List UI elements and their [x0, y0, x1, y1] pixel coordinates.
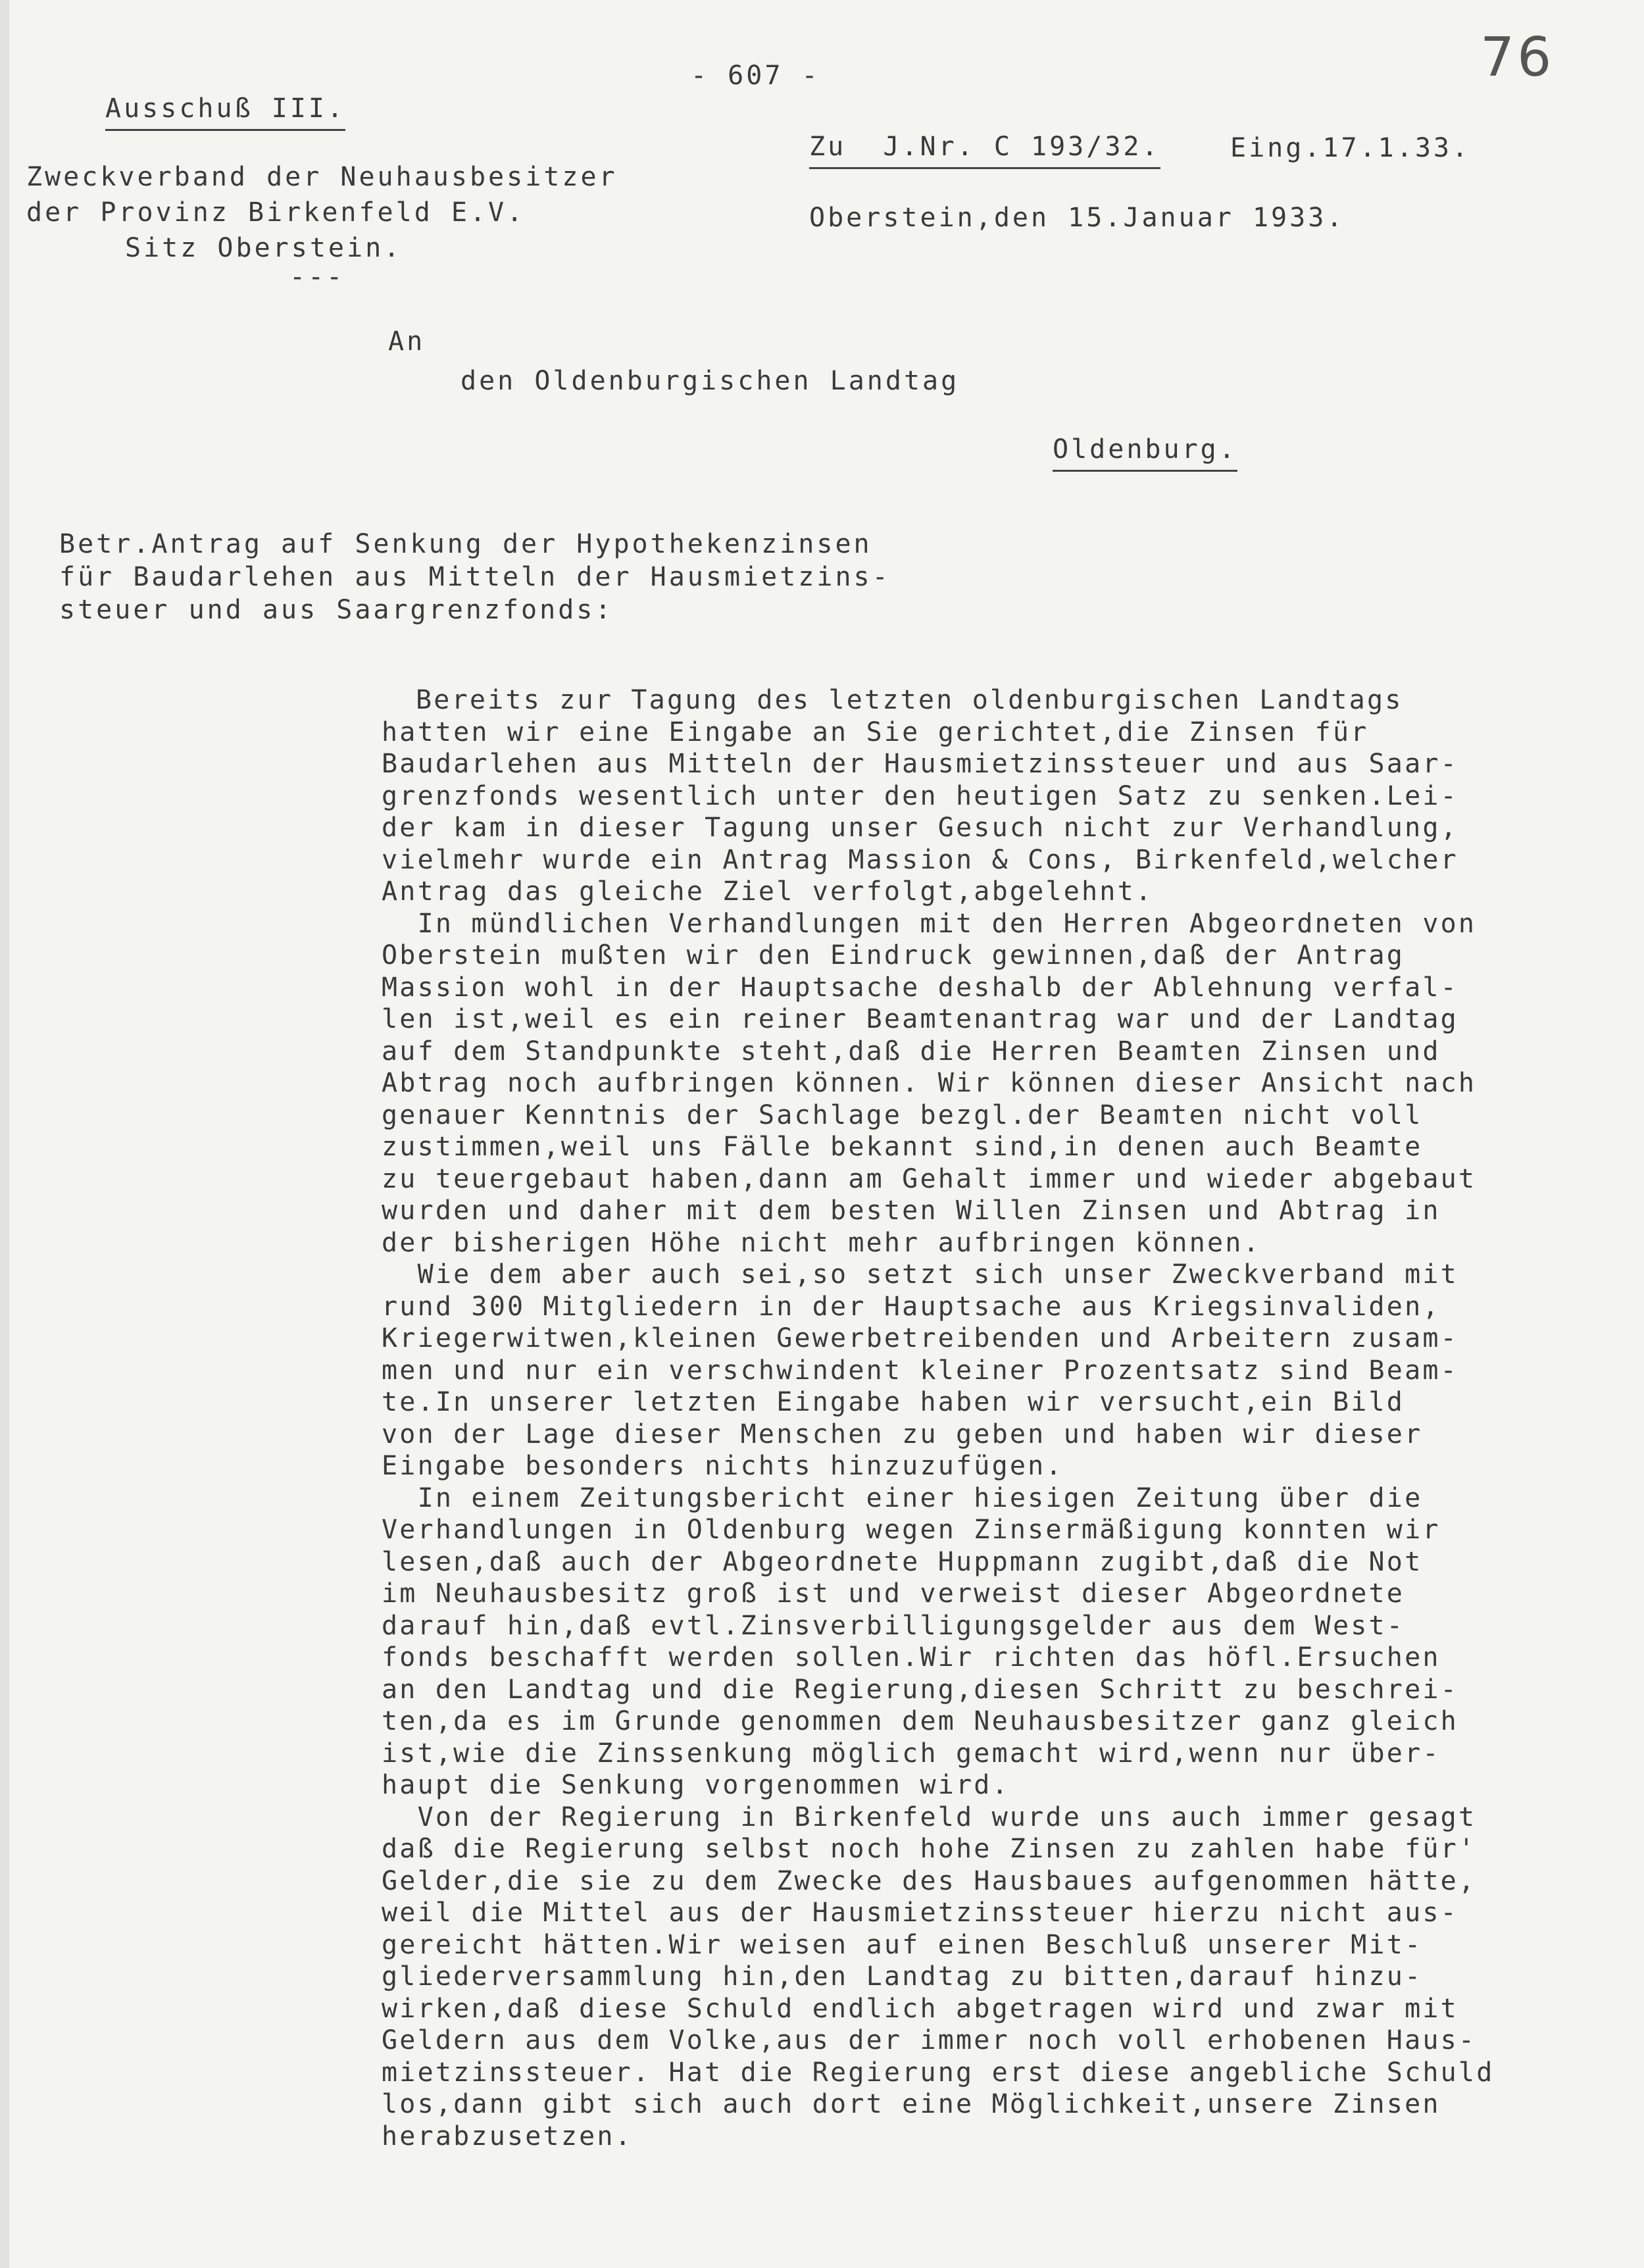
body-line: wurden und daher mit dem besten Willen Zinsen und Abtrag in [382, 1196, 1441, 1226]
body-line: Massion wohl in der Hauptsache deshalb der Ablehnung verfal- [382, 972, 1458, 1003]
body-line: hatten wir eine Eingabe an Sie gerichtet,die Zinsen für [382, 717, 1369, 747]
subject-line-1: Betr.Antrag auf Senkung der Hypothekenzinsen [59, 529, 872, 559]
body-line: ten,da es im Grunde genommen dem Neuhausbesitzer ganz gleich [382, 1706, 1458, 1736]
body-line: In mündlichen Verhandlungen mit den Herren Abgeordneten von [382, 908, 1477, 939]
body-line: mietzinssteuer. Hat die Regierung erst diese angebliche Schuld [382, 2057, 1495, 2088]
sender-line-3: Sitz Oberstein. [125, 233, 403, 263]
body-line: Kriegerwitwen,kleinen Gewerbetreibenden und Arbeitern zusam- [382, 1323, 1458, 1353]
body-line: ist,wie die Zinssenkung möglich gemacht wird,wenn nur über- [382, 1738, 1441, 1769]
body-line: darauf hin,daß evtl.Zinsverbilligungsgelder aus dem West- [382, 1610, 1405, 1641]
reference-jnr: Zu J.Nr. C 193/32. [809, 129, 1160, 169]
body-line: im Neuhausbesitz groß ist und verweist dieser Abgeordnete [382, 1578, 1405, 1609]
recipient-city: Oldenburg. [1053, 432, 1237, 472]
place-date: Oberstein,den 15.Januar 1933. [809, 203, 1345, 233]
body-line: lesen,daß auch der Abgeordnete Huppmann zugibt,daß die Not [382, 1546, 1423, 1577]
body-line: genauer Kenntnis der Sachlage bezgl.der Beamten nicht voll [382, 1099, 1423, 1130]
body-line: herabzusetzen. [382, 2121, 633, 2152]
sender-separator: --- [289, 262, 345, 292]
body-line: daß die Regierung selbst noch hohe Zinsen zu zahlen habe für' [382, 1834, 1477, 1864]
body-line: weil die Mittel aus der Hausmietzinssteuer hierzu nicht aus- [382, 1898, 1458, 1928]
body-line: der bisherigen Höhe nicht mehr aufbringen können. [382, 1227, 1261, 1258]
body-line: wirken,daß diese Schuld endlich abgetragen wird und zwar mit [382, 1993, 1458, 2024]
body-line: haupt die Senkung vorgenommen wird. [382, 1770, 1010, 1800]
body-line: Gelder,die sie zu dem Zwecke des Hausbaues aufgenommen hätte, [382, 1865, 1477, 1896]
recipient-name: den Oldenburgischen Landtag [461, 366, 960, 396]
body-line: von der Lage dieser Menschen zu geben und haben wir dieser [382, 1419, 1423, 1449]
body-line: Antrag das gleiche Ziel verfolgt,abgelehnt. [382, 876, 1154, 907]
body-line: grenzfonds wesentlich unter den heutigen Satz zu senken.Lei- [382, 780, 1458, 811]
page-edge-shadow [0, 0, 9, 2268]
subject-line-3: steuer und aus Saargrenzfonds: [59, 595, 614, 625]
page-number: - 607 - [691, 61, 820, 91]
body-line: Eingabe besonders nichts hinzuzufügen. [382, 1451, 1064, 1481]
received-stamp: Eing.17.1.33. [1230, 133, 1471, 163]
body-line: In einem Zeitungsbericht einer hiesigen Zeitung über die [382, 1482, 1423, 1513]
body-line: Verhandlungen in Oldenburg wegen Zinsermäßigung konnten wir [382, 1515, 1441, 1545]
body-line: los,dann gibt sich auch dort eine Möglichkeit,unsere Zinsen [382, 2089, 1441, 2119]
body-line: len ist,weil es ein reiner Beamtenantrag war und der Landtag [382, 1004, 1458, 1034]
body-line: men und nur ein verschwindent kleiner Prozentsatz sind Beam- [382, 1355, 1458, 1386]
body-line: Abtrag noch aufbringen können. Wir können dieser Ansicht nach [382, 1068, 1477, 1098]
letter-body [382, 684, 1632, 2152]
body-line: zustimmen,weil uns Fälle bekannt sind,in denen auch Beamte [382, 1132, 1423, 1162]
sender-line-2: der Provinz Birkenfeld E.V. [26, 197, 526, 228]
body-line: Bereits zur Tagung des letzten oldenburgischen Landtags [416, 685, 1403, 715]
body-line: gereicht hätten.Wir weisen auf einen Beschluß unserer Mit- [382, 1929, 1423, 1960]
body-line: vielmehr wurde ein Antrag Massion & Cons, Birkenfeld,welcher [382, 844, 1458, 875]
body-line: Von der Regierung in Birkenfeld wurde uns auch immer gesagt [382, 1802, 1477, 1832]
recipient-an: An [388, 326, 426, 357]
body-line: fonds beschafft werden sollen.Wir richten das höfl.Ersuchen [382, 1642, 1441, 1673]
body-line: an den Landtag und die Regierung,diesen Schritt zu beschrei- [382, 1674, 1458, 1705]
body-line: Geldern aus dem Volke,aus der immer noch voll erhobenen Haus- [382, 2025, 1477, 2055]
body-line: Wie dem aber auch sei,so setzt sich unser Zweckverband mit [382, 1259, 1458, 1290]
body-line: zu teuergebaut haben,dann am Gehalt immer und wieder abgebaut [382, 1163, 1477, 1194]
body-line: rund 300 Mitgliedern in der Hauptsache aus Kriegsinvaliden, [382, 1291, 1441, 1322]
body-line: Baudarlehen aus Mitteln der Hausmietzinssteuer und aus Saar- [382, 749, 1458, 779]
body-line: Oberstein mußten wir den Eindruck gewinnen,daß der Antrag [382, 940, 1405, 970]
sender-line-1: Zweckverband der Neuhausbesitzer [26, 162, 618, 192]
archive-number: 76 [1480, 26, 1555, 89]
body-line: auf dem Standpunkte steht,daß die Herren Beamten Zinsen und [382, 1036, 1441, 1067]
body-line: gliederversammlung hin,den Landtag zu bitten,darauf hinzu- [382, 1961, 1423, 1992]
body-line: der kam in dieser Tagung unser Gesuch nicht zur Verhandlung, [382, 813, 1458, 843]
subject-line-2: für Baudarlehen aus Mitteln der Hausmietzins- [59, 562, 891, 592]
committee-heading: Ausschuß III. [105, 91, 345, 131]
body-line: te.In unserer letzten Eingabe haben wir versucht,ein Bild [382, 1387, 1405, 1417]
